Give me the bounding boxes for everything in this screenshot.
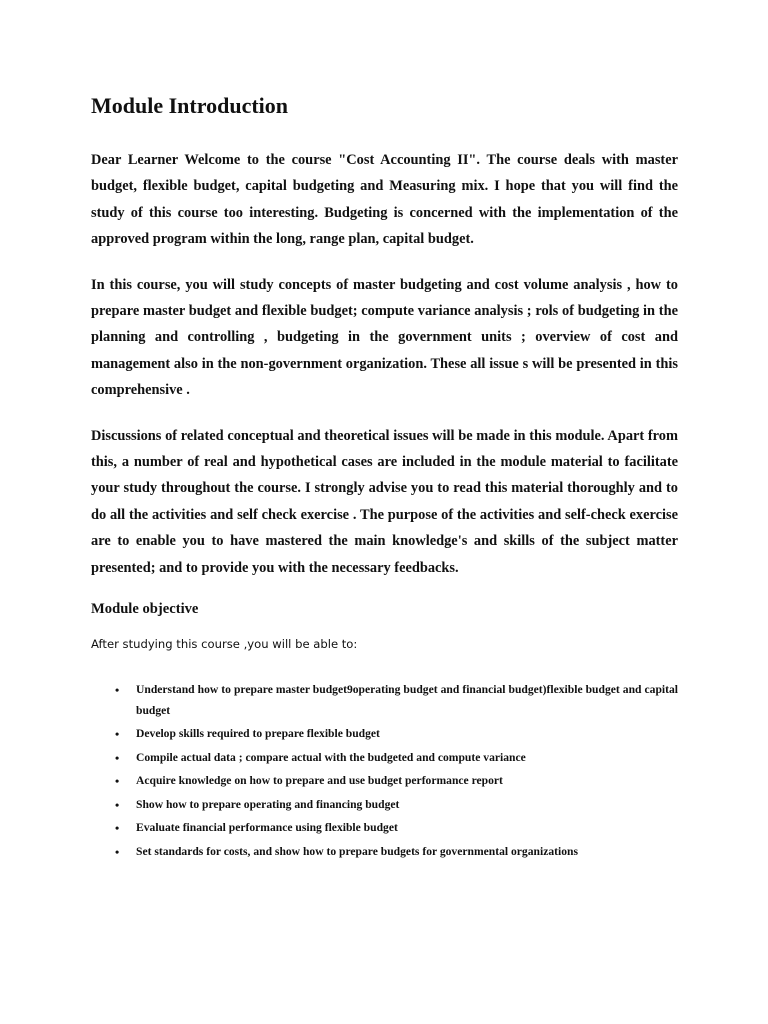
list-item	[91, 842, 678, 863]
bullet-icon: •	[115, 821, 120, 836]
list-item	[91, 748, 678, 769]
list-item	[91, 771, 678, 792]
objective-heading: Module objective	[91, 601, 199, 618]
objective-text: Acquire knowledge on how to prepare and use budget performance report	[136, 774, 503, 788]
bullet-icon: •	[115, 844, 120, 859]
list-item	[91, 795, 678, 816]
list-item	[91, 724, 678, 745]
objective-text: Develop skills required to prepare flexible budget	[136, 727, 380, 741]
objective-lead: After studying this course ,you will be able to:	[91, 637, 358, 652]
objective-text: Understand how to prepare master budget9operating budget and financial budget)flexible budget and capital budget	[136, 683, 678, 717]
bullet-icon: •	[115, 774, 120, 789]
list-item	[91, 680, 678, 721]
objectives-list	[91, 680, 678, 862]
objective-text: Evaluate financial performance using flexible budget	[136, 821, 398, 835]
bullet-icon: •	[115, 750, 120, 765]
intro-paragraph: Dear Learner Welcome to the course "Cost Accounting II". The course deals with master budget, flexible budget, capital budgeting and Measuring mix. I hope that you will find the study of this course too interesting. Budgeting is concerned with the implementation of the approved program within the long, range plan, capital budget.	[91, 152, 678, 248]
page-title: Module Introduction	[91, 93, 289, 118]
course-content-paragraph: In this course, you will study concepts of master budgeting and cost volume analysis , how to prepare master budget and flexible budget; compute variance analysis ; rols of budgeting in the planning and controlling , budgeting in the government units ; overview of cost and management also in the non-government organization. These all issue s will be presented in this comprehensive .	[91, 276, 678, 399]
bullet-icon: •	[115, 797, 120, 812]
objective-text: Compile actual data ; compare actual with the budgeted and compute variance	[136, 750, 526, 764]
objective-text: Set standards for costs, and show how to prepare budgets for governmental organizations	[136, 844, 578, 858]
list-item	[91, 818, 678, 839]
objective-text: Show how to prepare operating and financing budget	[136, 797, 400, 811]
bullet-icon: •	[115, 683, 120, 698]
bullet-icon: •	[115, 727, 120, 742]
discussion-paragraph: Discussions of related conceptual and theoretical issues will be made in this module. Apart from this, a number of real and hypothetical cases are included in the module material to facilitate your study throughout the course. I strongly advise you to read this material thoroughly and to do all the activities and self check exercise . The purpose of the activities and self-check exercise are to enable you to have mastered the main knowledge's and skills of the subject matter presented; and to provide you with the necessary feedbacks.	[91, 427, 678, 576]
document-page	[91, 92, 678, 865]
